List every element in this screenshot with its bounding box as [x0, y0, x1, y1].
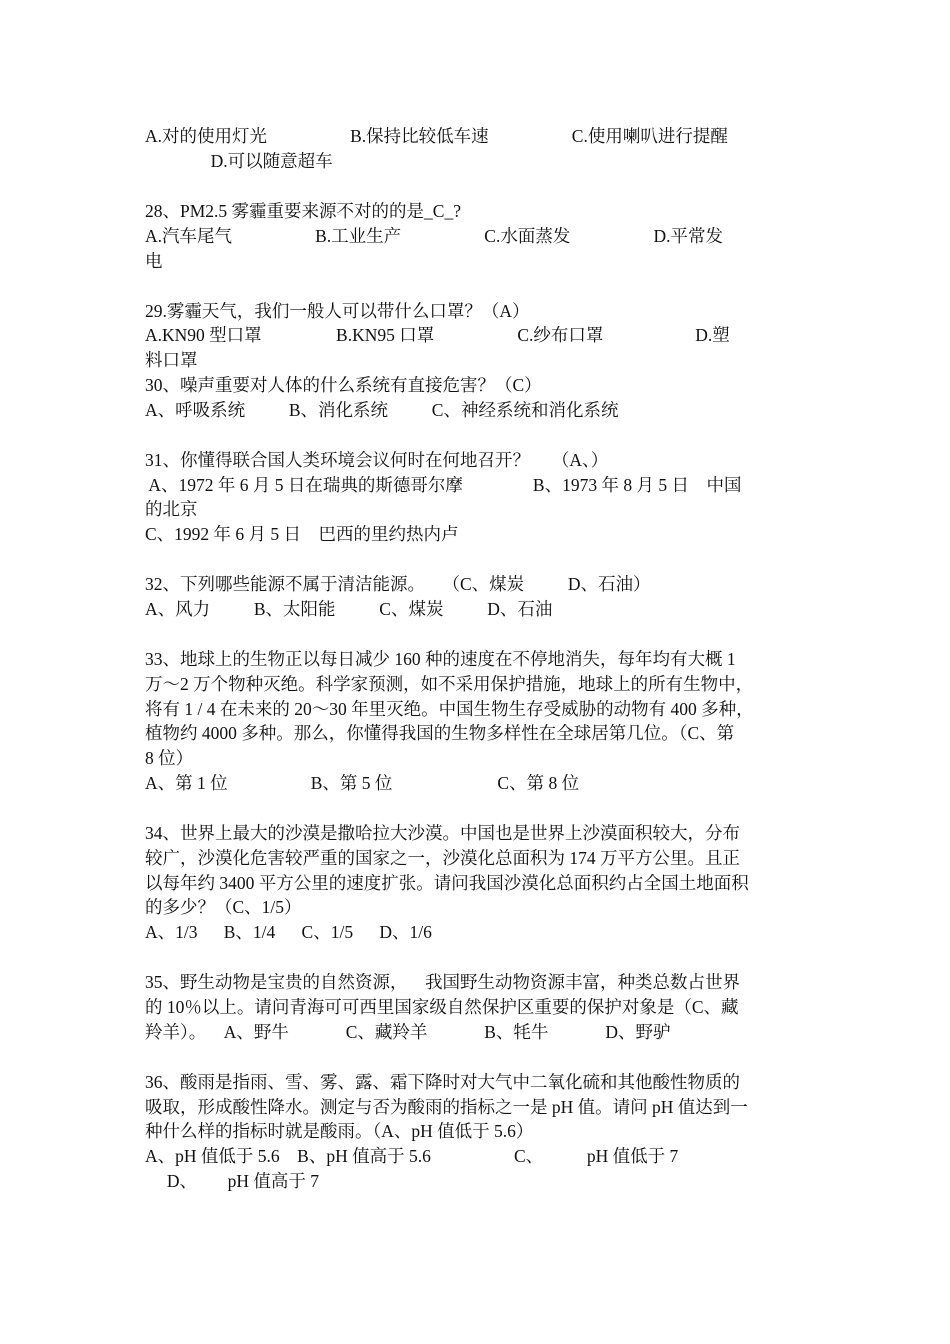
- q29-options-line-1: A.KN90 型口罩 B.KN95 口罩 C.纱布口罩 D.塑: [145, 325, 730, 345]
- q30-question: 30、噪声重要对人体的什么系统有直接危害？（C）: [145, 375, 542, 395]
- q34-question-line-2: 较广，沙漠化危害较严重的国家之一，沙漠化总面积为 174 万平方公里。且正: [145, 848, 740, 868]
- q36-options-line-2: D、 pH 值高于 7: [145, 1171, 320, 1191]
- q33-question-line-2: 万～2 万个物种灭绝。科学家预测，如不采用保护措施，地球上的所有生物中，: [145, 674, 754, 694]
- q33-question-line-5: 8 位）: [145, 748, 194, 768]
- q32-question: 32、下列哪些能源不属于清洁能源。 （C、煤炭 D、石油）: [145, 574, 651, 594]
- q27-options-line-1: A.对的使用灯光 B.保持比较低车速 C.使用喇叭进行提醒: [145, 126, 728, 146]
- q33-options: A、第 1 位 B、第 5 位 C、第 8 位: [145, 773, 580, 793]
- q31-question: 31、你懂得联合国人类环境会议何时在何地召开？ （A、）: [145, 450, 609, 470]
- q35-question-line-2: 的 10％以上。请问青海可可西里国家级自然保护区重要的保护对象是（C、藏: [145, 997, 739, 1017]
- q28-question: 28、PM2.5 雾霾重要来源不对的的是_C_?: [145, 201, 461, 221]
- q36-question-line-3: 种什么样的指标时就是酸雨。（A、pH 值低于 5.6）: [145, 1121, 534, 1141]
- q33-question-line-4: 植物约 4000 多种。那么，你懂得我国的生物多样性在全球居第几位。（C、第: [145, 723, 735, 743]
- q36-options-line-1: A、pH 值低于 5.6 B、pH 值高于 5.6 C、 pH 值低于 7: [145, 1146, 679, 1166]
- q29-options-line-2: 料口罩: [145, 350, 198, 370]
- q36-question-line-2: 吸取，形成酸性降水。测定与否为酸雨的指标之一是 pH 值。请问 pH 值达到一: [145, 1097, 748, 1117]
- q34-question-line-3: 以每年约 3400 平方公里的速度扩张。请问我国沙漠化总面积约占全国土地面积: [145, 873, 749, 893]
- q33-question-line-1: 33、地球上的生物正以每日减少 160 种的速度在不停地消失，每年均有大概 1: [145, 649, 736, 669]
- q30-options: A、呼吸系统 B、消化系统 C、神经系统和消化系统: [145, 400, 619, 420]
- q32-options: A、风力 B、太阳能 C、煤炭 D、石油: [145, 599, 553, 619]
- q35-question-line-3: 羚羊）。 A、野牛 C、藏羚羊 B、牦牛 D、野驴: [145, 1022, 671, 1042]
- q28-options-line-2: 电: [145, 251, 163, 271]
- q34-question-line-4: 的多少？（C、1/5）: [145, 897, 302, 917]
- q34-question-line-1: 34、世界上最大的沙漠是撒哈拉大沙漠。中国也是世界上沙漠面积较大，分布: [145, 823, 740, 843]
- q35-question-line-1: 35、野生动物是宝贵的自然资源， 我国野生动物资源丰富，种类总数占世界: [145, 972, 740, 992]
- q29-question: 29.雾霾天气，我们一般人可以带什么口罩？（A）: [145, 301, 530, 321]
- q31-options-line-2: 的北京: [145, 499, 198, 519]
- q27-options-line-2: D.可以随意超车: [145, 151, 333, 171]
- q33-question-line-3: 将有 1 / 4 在未来的 20～30 年里灭绝。中国生物生存受威胁的动物有 400 多种，: [145, 699, 754, 719]
- q36-question-line-1: 36、酸雨是指雨、雪、雾、露、霜下降时对大气中二氧化硫和其他酸性物质的: [145, 1072, 740, 1092]
- q31-options-line-1: A、1972 年 6 月 5 日在瑞典的斯德哥尔摩 B、1973 年 8 月 5 日 中国: [145, 475, 742, 495]
- q34-options: A、1/3 B、1/4 C、1/5 D、1/6: [145, 922, 432, 942]
- q28-options-line-1: A.汽车尾气 B.工业生产 C.水面蒸发 D.平常发: [145, 226, 723, 246]
- q31-options-line-3: C、1992 年 6 月 5 日 巴西的里约热内卢: [145, 524, 459, 544]
